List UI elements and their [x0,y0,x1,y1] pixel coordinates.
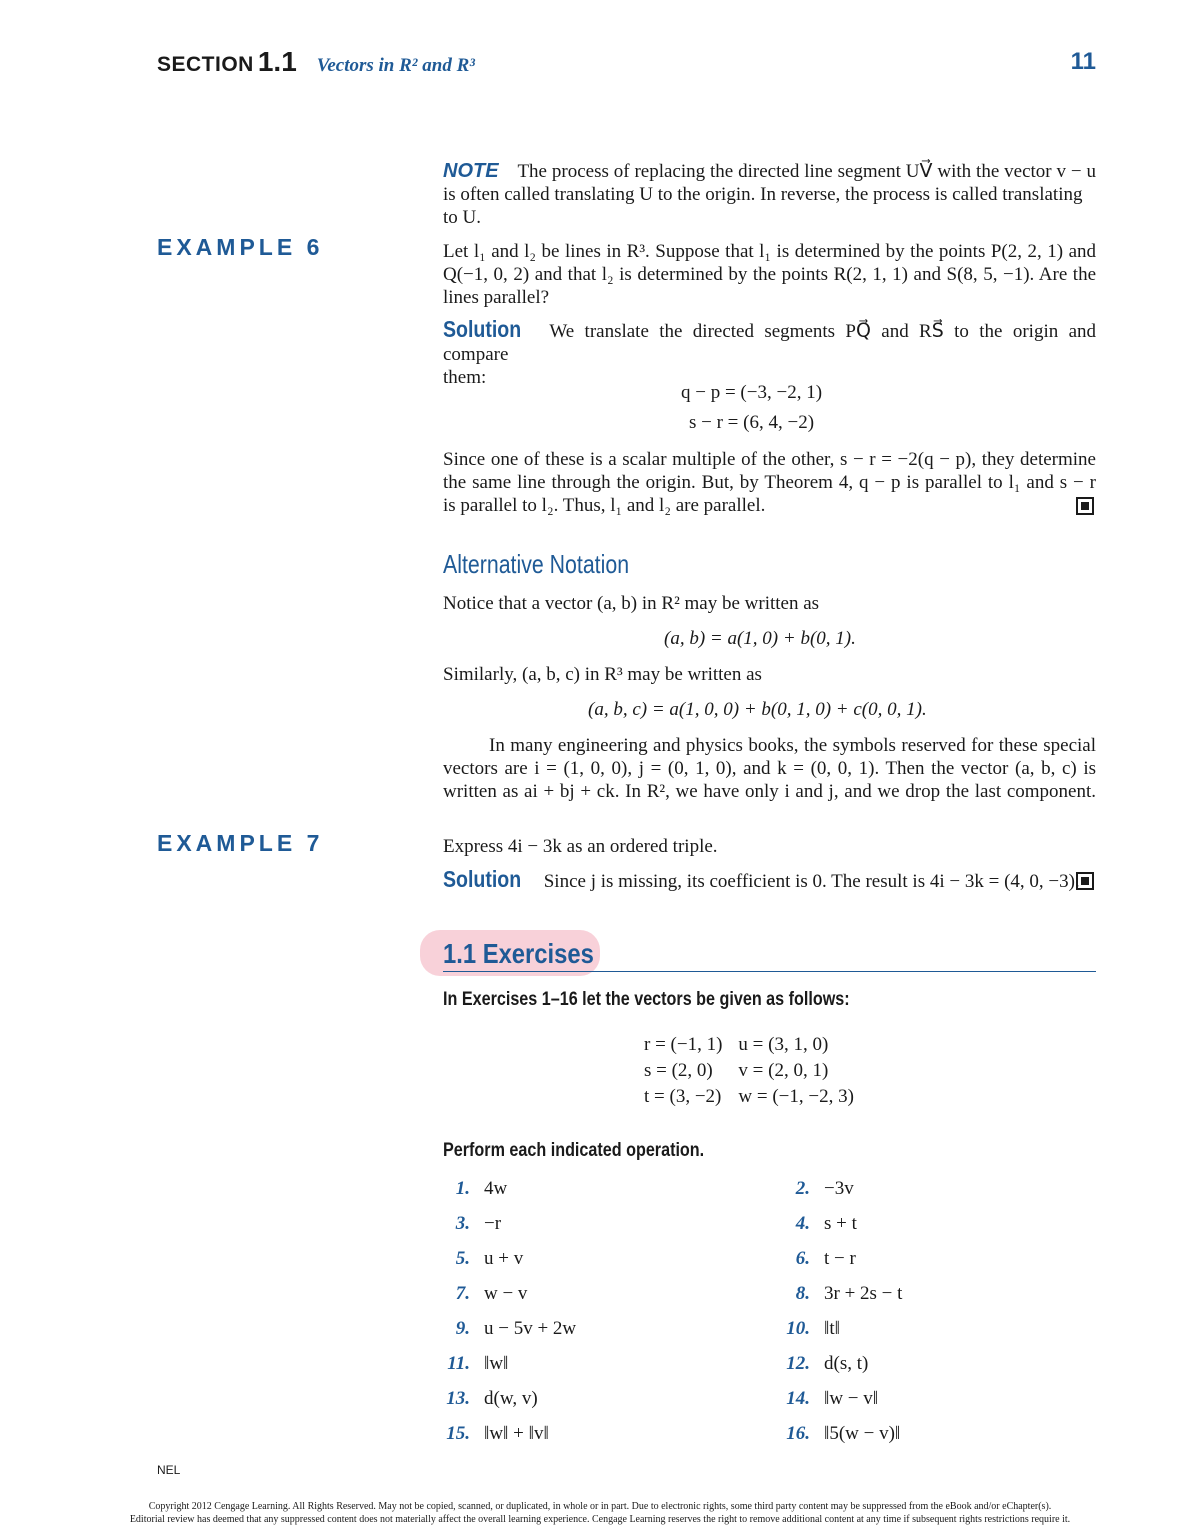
alt-eq-1: (a, b) = a(1, 0) + b(0, 1). [664,628,856,649]
ex6-after-3-row [443,494,1096,517]
vector-u: u = (3, 1, 0) [738,1034,829,1055]
running-header [157,46,475,78]
ex6-conclusion [443,448,1096,517]
exercises-heading-text: 1.1 Exercises [443,938,594,969]
exercise-item: 12. d(s, t) [786,1353,869,1374]
exercise-item: 2. −3v [795,1178,854,1199]
note-line-1 [443,160,1096,183]
exercise-item: 4. s + t [795,1213,857,1234]
page-number: 11 [1070,48,1096,75]
section-word: SECTION [157,53,254,76]
exercise-item: 6. t − r [795,1248,856,1269]
exercises-heading [443,938,594,970]
equation-q-minus-p: q − p = (−3, −2, 1) [681,382,823,403]
note-text-2: is often called translating U to the origin. In reverse, the process is called translating to U. [443,184,1083,228]
ex6-sol-line-1 [443,318,1096,366]
ex6-after-3: is parallel to l₂. Thus, l₁ and l₂ are parallel. [443,495,766,516]
exercise-item: 15. ‖w‖ + ‖v‖ [446,1423,549,1444]
ex6-after-2: the same line through the origin. But, by Theorem 4, q − p is parallel to l₁ and s − r [443,472,1096,493]
exercise-item: 3. −r [455,1213,502,1234]
alt-para-1: In many engineering and physics books, the symbols reserved for these special [489,735,1096,756]
example-6-solution [443,318,1096,389]
exercises-instruction: Perform each indicated operation. [443,1140,705,1161]
alt-para-3: written as ai + bj + ck. In R², we have only i and j, and we drop the last component. [443,781,1096,802]
exercise-item: 5. u + v [455,1248,524,1269]
end-of-proof-icon-7 [1076,872,1094,890]
alt-line-1: Notice that a vector (a, b) in R² may be written as [443,593,820,614]
exercise-item: 7. w − v [455,1283,528,1304]
ex6-line-3: lines parallel? [443,287,550,308]
exercise-item: 11. ‖w‖ [447,1353,509,1374]
exercise-item: 9. u − 5v + 2w [455,1318,577,1339]
ex6-line-2: Q(−1, 0, 2) and that l₂ is determined by the points R(2, 1, 1) and S(8, 5, −1). Are the [443,264,1096,285]
exercises-intro: In Exercises 1–16 let the vectors be given as follows: [443,989,850,1010]
ex6-sol-text-1: We translate the directed segments PQ⃗ and RS⃗ to the origin and compare [443,321,1097,365]
exercises-rule [443,971,1096,972]
ex6-line-1: Let l₁ and l₂ be lines in R³. Suppose that l₁ is determined by the points P(2, 2, 1) and [443,241,1096,262]
exercise-item: 1. 4w [455,1178,508,1199]
note-label: NOTE [443,160,499,182]
alternative-notation-heading: Alternative Notation [443,549,630,579]
alt-eq-2: (a, b, c) = a(1, 0, 0) + b(0, 1, 0) + c(0, 0, 1). [588,699,927,720]
copyright-line-1: Copyright 2012 Cengage Learning. All Rights Reserved. May not be copied, scanned, or duplicated, in whole or in part. Due to electronic rights, some third party content may be suppressed from the eBook and/or eChapter(s). [148,1501,1052,1512]
solution-label-7: Solution [443,866,522,892]
section-number: 1.1 [257,46,297,77]
exercise-item: 16. ‖5(w − v)‖ [786,1423,901,1444]
example-7-solution [443,868,1096,893]
section-title: Vectors in R² and R³ [316,55,475,76]
exercise-item: 13. d(w, v) [446,1388,538,1409]
example-6-statement [443,240,1096,309]
vector-v: v = (2, 0, 1) [738,1060,829,1081]
ex6-after-1: Since one of these is a scalar multiple of the other, s − r = −2(q − p), they determine [443,449,1096,470]
ex7-sol-text: Since j is missing, its coefficient is 0. The result is 4i − 3k = (4, 0, −3). [543,871,1080,892]
exercise-item: 10. ‖t‖ [786,1318,840,1339]
alt-paragraph [443,734,1096,803]
vector-definitions [636,1032,862,1110]
end-of-proof-icon [1076,497,1094,515]
vector-t: t = (3, −2) [644,1086,722,1107]
vector-w: w = (−1, −2, 3) [738,1086,854,1107]
example-7-label: EXAMPLE 7 [157,830,324,856]
copyright-notice [100,1500,1100,1526]
ex6-sol-text-2: them: [443,367,487,388]
solution-label: Solution [443,316,522,342]
equation-s-minus-r: s − r = (6, 4, −2) [689,412,815,433]
vector-row [636,1032,862,1058]
vector-row [636,1084,862,1110]
note-block [443,160,1096,229]
publisher-mark: NEL [157,1463,181,1477]
ex6-equations [443,381,1096,434]
example-6-label: EXAMPLE 6 [157,234,324,260]
alt-line-2: Similarly, (a, b, c) in R³ may be written as [443,664,762,685]
vector-row [636,1058,862,1084]
exercise-item: 8. 3r + 2s − t [795,1283,903,1304]
exercise-item: 14. ‖w − v‖ [786,1388,879,1409]
copyright-line-2: Editorial review has deemed that any suppressed content does not materially affect the overall learning experience. Cengage Learning reserves the right to remove additional content at any time if subsequent rights restrictions require it. [129,1514,1071,1525]
alt-para-2: vectors are i = (1, 0, 0), j = (0, 1, 0), and k = (0, 0, 1). Then the vector (a, b, c) is [443,758,1096,779]
vector-r: r = (−1, 1) [644,1034,723,1055]
vector-s: s = (2, 0) [644,1060,713,1081]
ex7-line-1: Express 4i − 3k as an ordered triple. [443,836,718,857]
note-text-1: The process of replacing the directed line segment UV⃗ with the vector v − u [517,161,1096,182]
